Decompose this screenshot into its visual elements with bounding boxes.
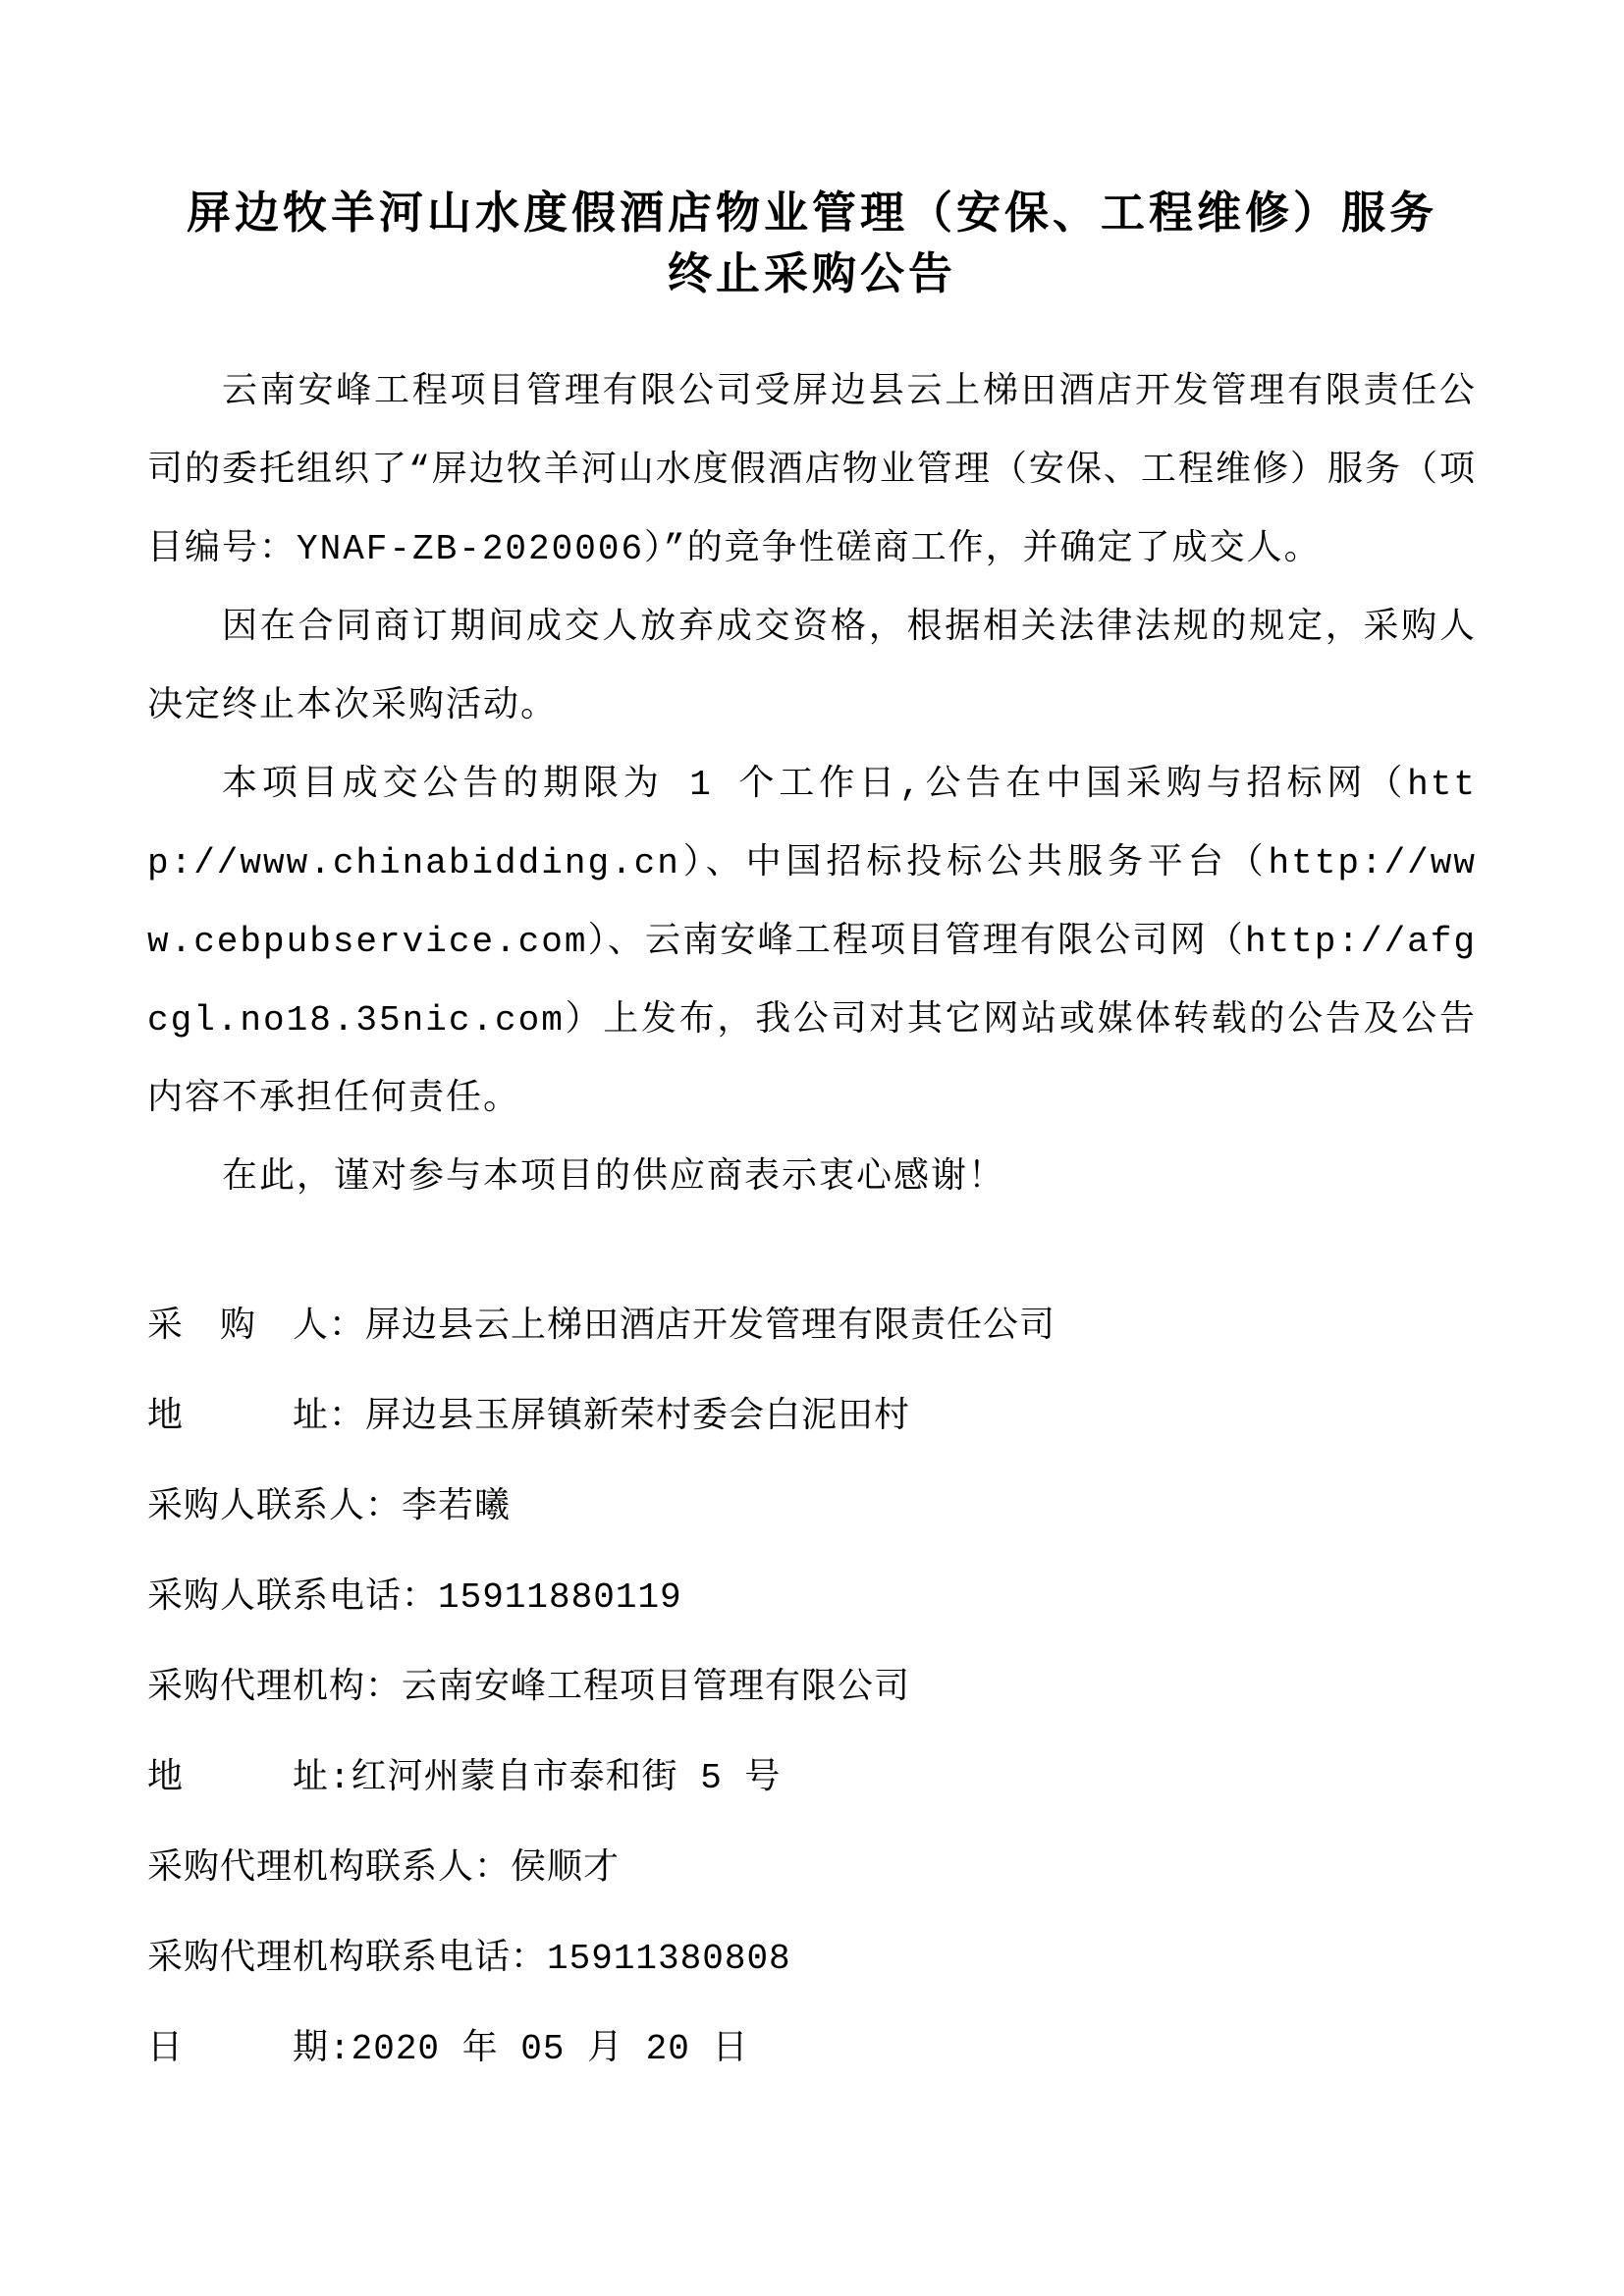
- detail-row-purchaser-address: [147, 1378, 1477, 1457]
- detail-row-agency: [147, 1649, 1477, 1728]
- paragraph-publication-sites: 本项目成交公告的期限为 1 个工作日,公告在中国采购与招标网（http://www.chinabidding.cn）、中国招标投标公共服务平台（http://www.cebpubservice.com）、云南安峰工程项目管理有限公司网（http://afgcgl.no18.35nic.com）上发布，我公司对其它网站或媒体转载的公告及公告内容不承担任何责任。: [147, 765, 1477, 1119]
- detail-value: 15911380808: [547, 1939, 791, 1979]
- detail-label: 日 期:: [147, 2029, 352, 2069]
- detail-value: 2020 年 05 月 20 日: [351, 2029, 749, 2069]
- paragraph-termination-reason: 因在合同商订期间成交人放弃成交资格，根据相关法律法规的规定，采购人决定终止本次采购活动。: [147, 608, 1477, 726]
- detail-row-purchaser-phone: [147, 1559, 1477, 1637]
- detail-row-agency-contact: [147, 1830, 1477, 1908]
- detail-value: 云南安峰工程项目管理有限公司: [402, 1668, 911, 1708]
- detail-label: 采购人联系电话：: [147, 1577, 439, 1618]
- detail-row-agency-phone: [147, 1920, 1477, 1999]
- paragraph-thanks: 在此，谨对参与本项目的供应商表示衷心感谢！: [222, 1157, 1006, 1198]
- detail-label: 采购人联系人：: [147, 1487, 403, 1527]
- title-line-2: 终止采购公告: [667, 247, 956, 299]
- detail-label: 地 址:: [147, 1758, 352, 1798]
- detail-row-purchaser: [147, 1288, 1477, 1366]
- detail-label: 地 址：: [147, 1397, 366, 1437]
- detail-label: 采购代理机构联系人：: [147, 1848, 512, 1889]
- detail-value: 红河州蒙自市泰和街 5 号: [351, 1758, 782, 1798]
- detail-row-date: [147, 2010, 1477, 2089]
- title-line-1: 屏边牧羊河山水度假酒店物业管理（安保、工程维修）服务: [186, 187, 1437, 239]
- detail-value: 屏边县云上梯田酒店开发管理有限责任公司: [365, 1307, 1056, 1347]
- detail-value: 李若曦: [402, 1487, 512, 1527]
- detail-label: 采购代理机构联系电话：: [147, 1939, 548, 1979]
- paragraph-intro: 云南安峰工程项目管理有限公司受屏边县云上梯田酒店开发管理有限责任公司的委托组织了“屏边牧羊河山水度假酒店物业管理（安保、工程维修）服务（项目编号：YNAF-ZB-2020006）”的竞争性磋商工作，并确定了成交人。: [147, 372, 1477, 569]
- details-section: [147, 1288, 1477, 2089]
- detail-value: 15911880119: [438, 1577, 682, 1618]
- detail-value: 屏边县玉屏镇新荣村委会白泥田村: [365, 1397, 911, 1437]
- page-title: [147, 183, 1477, 304]
- detail-value: 侯顺才: [511, 1848, 621, 1889]
- detail-row-purchaser-contact: [147, 1468, 1477, 1547]
- detail-label: 采 购 人：: [147, 1307, 366, 1347]
- detail-row-agency-address: [147, 1739, 1477, 1818]
- detail-label: 采购代理机构：: [147, 1668, 403, 1708]
